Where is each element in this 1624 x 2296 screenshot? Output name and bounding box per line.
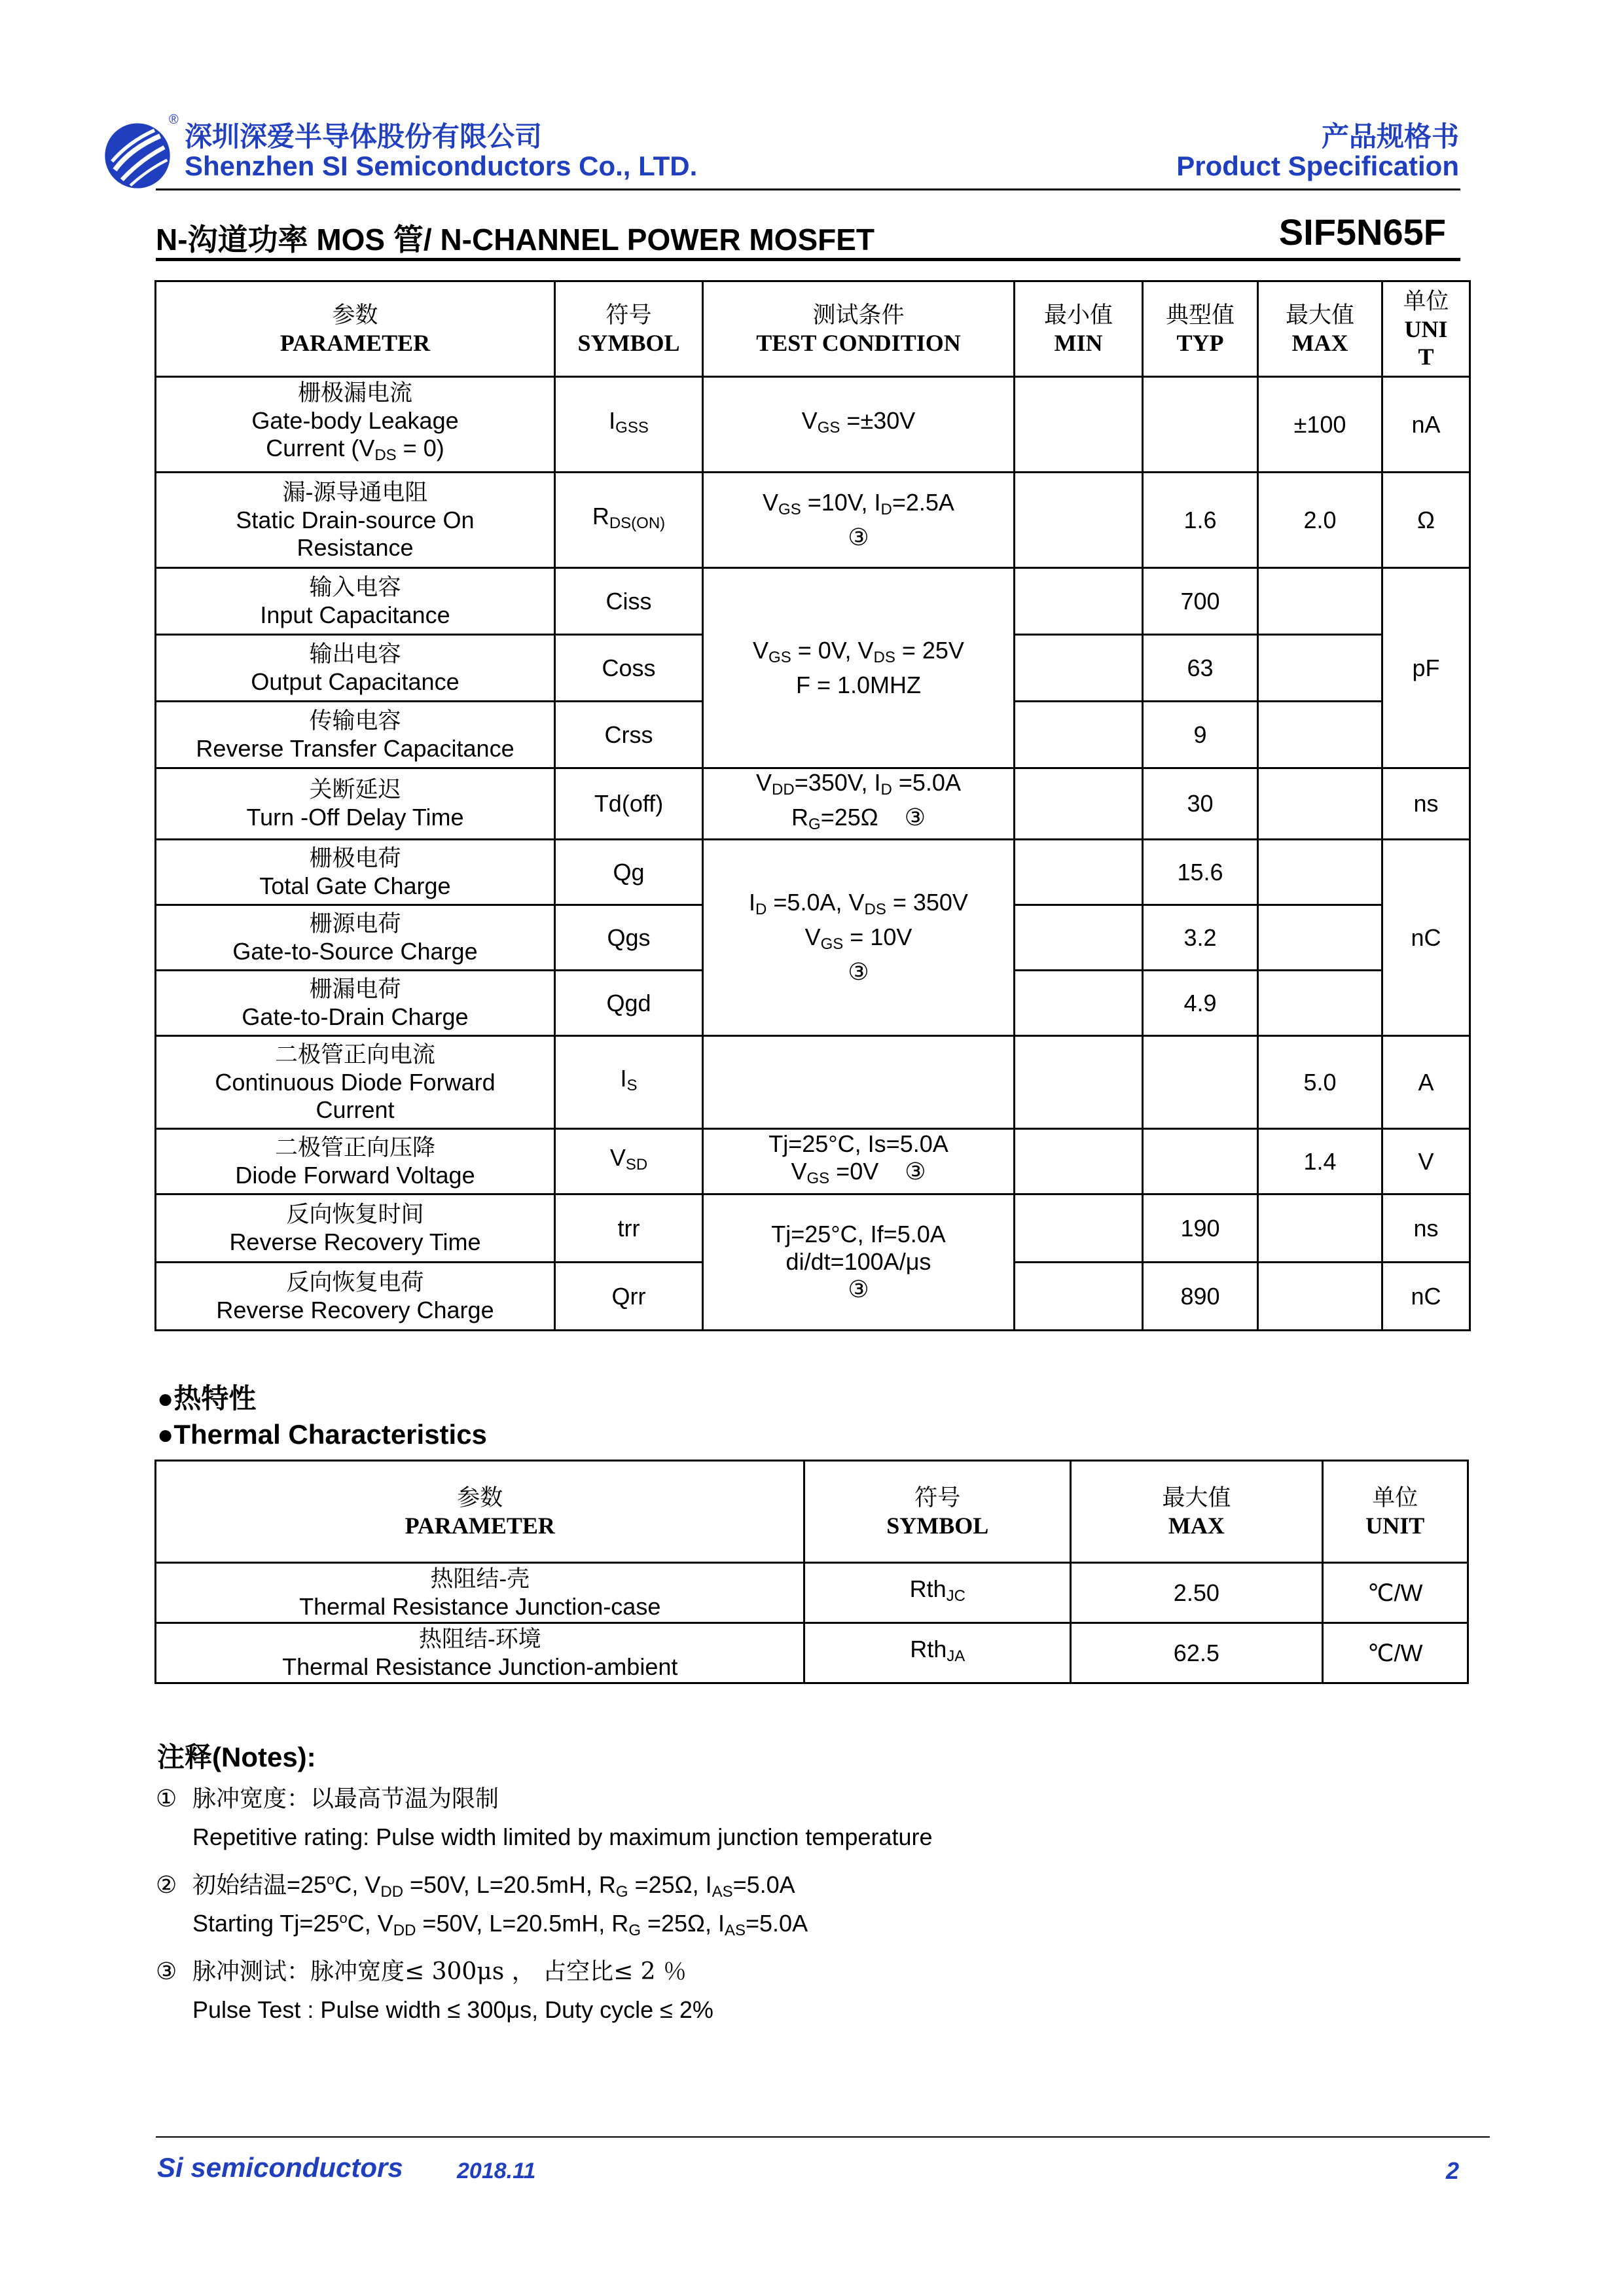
table-row [156,768,1470,840]
header-typ: 典型值 TYP [1143,281,1258,377]
symbol-cell: $I_{GSS}$ [555,377,703,473]
company-name-en: Shenzhen SI Semiconductors Co., LTD. [185,151,698,181]
condition-cell: $I_D =5.0A$, $V_{DS} = 350V$ $V_{GS} = 10V$ ③ [703,840,1015,1036]
condition-cell: $V_{GS} =\pm 30V$ [703,377,1015,473]
max-cell: 5.0 [1258,1036,1382,1129]
table-row [156,840,1470,905]
title-divider [156,258,1460,261]
thermal-heading-en: ●Thermal Characteristics [157,1419,487,1450]
footer-divider [156,2136,1490,2138]
typ-cell: 3.2 [1143,905,1258,971]
min-cell [1015,1129,1143,1194]
max-cell: 62.5 [1071,1623,1323,1683]
symbol-cell: Rth$_{JA}$ [804,1623,1071,1683]
max-cell [1258,905,1382,971]
min-cell [1015,1036,1143,1129]
condition-cell: $V_{GS} =10V$, $I_D=2.5A$ ③ [703,473,1015,568]
table-row [156,1129,1470,1194]
symbol-cell: Qgd [555,971,703,1036]
note-2-en: Starting $Tj=25^oC$, $V_{DD} =50V$, L=20.5mH, $R_G =25\Omega$, $I_{AS}=5.0A$ [192,1910,808,1939]
param-cell: 反向恢复时间 Reverse Recovery Time [156,1194,555,1263]
unit-cell: V [1382,1129,1470,1194]
min-cell [1015,768,1143,840]
unit-cell: ℃/W [1322,1563,1468,1623]
unit-cell: pF [1382,568,1470,768]
footer-date: 2018.11 [457,2159,536,2183]
min-cell [1015,905,1143,971]
symbol-cell: Coss [555,635,703,702]
param-cell: 输入电容 Input Capacitance [156,568,555,635]
param-cell: 栅源电荷 Gate-to-Source Charge [156,905,555,971]
min-cell [1015,377,1143,473]
company-name-cn: 深圳深爱半导体股份有限公司 [185,121,543,152]
footer-brand: Si semiconductors [157,2152,403,2183]
symbol-cell: Td(off) [555,768,703,840]
typ-cell: 9 [1143,702,1258,768]
param-cell: 输出电容 Output Capacitance [156,635,555,702]
header-unit: 单位 UNI T [1382,281,1470,377]
typ-cell: 190 [1143,1194,1258,1263]
table-row [156,1194,1470,1263]
param-cell: 反向恢复电荷 Reverse Recovery Charge [156,1263,555,1331]
table-row [156,473,1470,568]
typ-cell [1143,1129,1258,1194]
header-parameter: 参数 PARAMETER [156,281,555,377]
max-cell [1258,635,1382,702]
symbol-cell: Qg [555,840,703,905]
table-header-row [156,281,1470,377]
param-cell: 栅漏电荷 Gate-to-Drain Charge [156,971,555,1036]
param-cell: 二极管正向压降 Diode Forward Voltage [156,1129,555,1194]
note-2-cn: ② 初始结温$=25^oC$, $V_{DD} =50V$, L=20.5mH, $R_G =25\Omega$, $I_{AS}=5.0A$ [156,1871,795,1901]
condition-cell: Tj=25°C, Is=5.0A $V_{GS} =0V$ ③ [703,1129,1015,1194]
notes-title: 注释(Notes): [157,1742,316,1772]
max-cell: 2.50 [1071,1563,1323,1623]
symbol-cell: Rth$_{JC}$ [804,1563,1071,1623]
max-cell [1258,840,1382,905]
param-cell: 关断延迟 Turn -Off Delay Time [156,768,555,840]
typ-cell [1143,1036,1258,1129]
document-title: N-沟道功率 MOS 管/ N-CHANNEL POWER MOSFET [156,223,875,257]
company-logo-icon [102,120,173,191]
condition-cell: Tj=25°C, If=5.0A di/dt=100A/μs ③ [703,1194,1015,1331]
header-min: 最小值 MIN [1015,281,1143,377]
param-cell: 传输电容 Reverse Transfer Capacitance [156,702,555,768]
min-cell [1015,635,1143,702]
unit-cell: nA [1382,377,1470,473]
condition-cell: $V_{GS} = 0V$, $V_{DS} = 25V$ F = 1.0MHZ [703,568,1015,768]
header-symbol: 符号 SYMBOL [804,1461,1071,1563]
param-cell: 栅极漏电流 Gate-body Leakage Current $(V_{DS} = 0)$ [156,377,555,473]
note-ref-3: ③ [848,1276,869,1303]
header-unit: 单位 UNIT [1322,1461,1468,1563]
registered-mark: ® [169,113,179,127]
typ-cell: 1.6 [1143,473,1258,568]
symbol-cell: Qrr [555,1263,703,1331]
param-cell: 漏-源导通电阻 Static Drain-source On Resistance [156,473,555,568]
typ-cell: 30 [1143,768,1258,840]
max-cell: 2.0 [1258,473,1382,568]
header-parameter: 参数 PARAMETER [156,1461,804,1563]
min-cell [1015,840,1143,905]
typ-cell: 700 [1143,568,1258,635]
table-row [156,1563,1468,1623]
header-divider [156,188,1460,190]
table-row [156,1036,1470,1129]
param-cell: 热阻结-环境 Thermal Resistance Junction-ambient [156,1623,804,1683]
note-ref-3: ③ [848,524,869,551]
note-3-cn: ③ 脉冲测试：脉冲宽度≤ 300μs ， 占空比≤ 2 ％ [156,1958,687,1985]
spec-title-en: Product Specification [1176,151,1459,181]
condition-cell: $V_{DD}=350V$, $I_D =5.0A$ $R_G=25\Omega$ ③ [703,768,1015,840]
max-cell [1258,568,1382,635]
note-3-en: Pulse Test : Pulse width ≤ 300μs, Duty cycle ≤ 2% [192,1996,713,2023]
min-cell [1015,568,1143,635]
note-1-en: Repetitive rating: Pulse width limited by maximum junction temperature [192,1823,933,1850]
header-max: 最大值 MAX [1071,1461,1323,1563]
symbol-cell: $I_S$ [555,1036,703,1129]
min-cell [1015,702,1143,768]
part-number: SIF5N65F [1278,211,1446,253]
max-cell [1258,1263,1382,1331]
electrical-characteristics-table [154,280,1471,1331]
symbol-cell: $V_{SD}$ [555,1129,703,1194]
typ-cell: 63 [1143,635,1258,702]
unit-cell: ns [1382,768,1470,840]
table-row [156,1623,1468,1683]
unit-cell: nC [1382,1263,1470,1331]
page-number: 2 [1445,2157,1459,2184]
min-cell [1015,971,1143,1036]
table-row [156,377,1470,473]
unit-cell: ns [1382,1194,1470,1263]
header-test-condition: 测试条件 TEST CONDITION [703,281,1015,377]
typ-cell: 4.9 [1143,971,1258,1036]
note-ref-3: ③ [904,804,926,831]
param-cell: 二极管正向电流 Continuous Diode Forward Current [156,1036,555,1129]
note-ref-3: ③ [848,959,869,986]
symbol-cell: Crss [555,702,703,768]
symbol-cell: $R_{DS(ON)}$ [555,473,703,568]
typ-cell: 15.6 [1143,840,1258,905]
symbol-cell: Qgs [555,905,703,971]
symbol-cell: Ciss [555,568,703,635]
param-cell: 热阻结-壳 Thermal Resistance Junction-case [156,1563,804,1623]
table-row [156,568,1470,635]
max-cell [1258,971,1382,1036]
max-cell [1258,768,1382,840]
min-cell [1015,1194,1143,1263]
max-cell [1258,702,1382,768]
unit-cell: nC [1382,840,1470,1036]
note-ref-3: ③ [905,1158,926,1185]
min-cell [1015,1263,1143,1331]
condition-cell [703,1036,1015,1129]
param-cell: 栅极电荷 Total Gate Charge [156,840,555,905]
unit-cell: Ω [1382,473,1470,568]
unit-cell: A [1382,1036,1470,1129]
max-cell [1258,1194,1382,1263]
max-cell: ±100 [1258,377,1382,473]
typ-cell [1143,377,1258,473]
symbol-cell: trr [555,1194,703,1263]
table-header-row [156,1461,1468,1563]
max-cell: 1.4 [1258,1129,1382,1194]
note-1-cn: ① 脉冲宽度：以最高节温为限制 [156,1785,499,1812]
typ-cell: 890 [1143,1263,1258,1331]
thermal-characteristics-table [154,1460,1469,1684]
spec-title-cn: 产品规格书 [1321,121,1459,152]
header-symbol: 符号 SYMBOL [555,281,703,377]
thermal-heading-cn: ●热特性 [157,1383,257,1414]
header-max: 最大值 MAX [1258,281,1382,377]
min-cell [1015,473,1143,568]
unit-cell: ℃/W [1322,1623,1468,1683]
